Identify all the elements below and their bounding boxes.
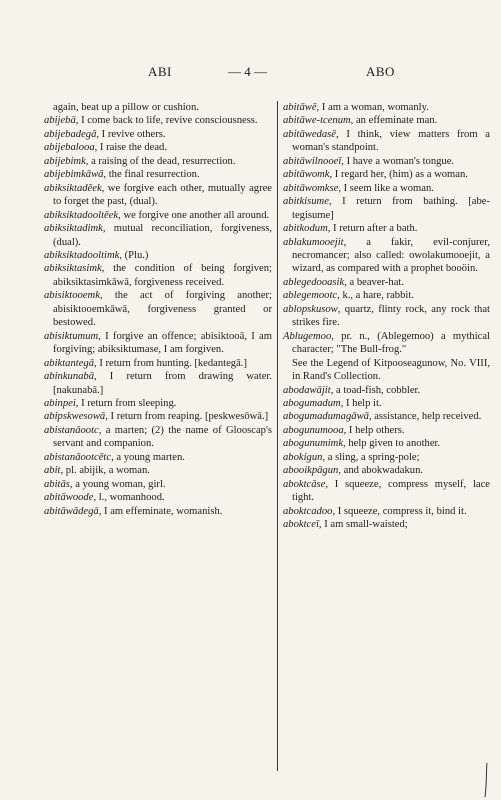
entry-definition: , an effeminate man.: [350, 115, 438, 127]
entry-headword: abitāwē: [283, 102, 317, 113]
dictionary-entry: [283, 410, 490, 423]
entry-definition: , a young marten.: [111, 451, 185, 463]
entry-headword: abitāwe-tcenum: [283, 115, 351, 127]
entry-headword: abogumadum: [283, 397, 341, 409]
entry-definition: , I have a woman's tongue.: [341, 155, 455, 167]
dictionary-entry: [44, 182, 272, 209]
entry-headword: aboktcadoo: [283, 505, 333, 517]
entry-headword: abitkisume: [283, 196, 329, 208]
entry-headword: abodawājit: [283, 384, 331, 396]
dictionary-entry: [283, 168, 490, 181]
entry-definition: , a fakir, evil-conjurer, necromancer; also called: owolakumooejit, a wizard, as compared with a prophet booöin.: [292, 236, 490, 275]
entry-headword: abitāwoode: [44, 492, 94, 504]
entry-headword: abiksiktadooltimk: [44, 249, 120, 261]
dictionary-entry: [283, 357, 490, 384]
entry-headword: abijebimk: [44, 155, 86, 167]
dictionary-entry: [283, 236, 490, 276]
page-header: [0, 64, 501, 82]
entry-definition: , I regard her, (him) as a woman.: [329, 169, 468, 181]
entry-definition: , a young woman, girl.: [69, 478, 166, 490]
entry-definition: , I come back to life, revive consciousness.: [75, 115, 258, 127]
dictionary-entry: [283, 114, 490, 127]
entry-headword: ablegemootc: [283, 290, 338, 302]
entry-definition: , I return after a bath.: [327, 223, 418, 235]
entry-definition: , the condition of being forgiven; abiksiktasimkāwā, forgiveness received.: [53, 263, 272, 288]
entry-headword: abooikpāgun: [283, 465, 339, 477]
dictionary-entry: [283, 330, 490, 357]
entry-definition: , a raising of the dead, resurrection.: [85, 155, 236, 167]
entry-definition: , I revive others.: [96, 128, 166, 140]
dictionary-entry: [44, 330, 272, 357]
entry-headword: ablakumooejit: [283, 236, 344, 248]
dictionary-entry: [44, 262, 272, 289]
entry-definition: , mutual reconciliation, forgiveness, (dual).: [53, 223, 272, 248]
dictionary-entry: [44, 289, 272, 329]
entry-headword: abijebā: [44, 115, 76, 127]
entry-headword: abokigun: [283, 451, 323, 463]
entry-headword: abogunumooa: [283, 424, 344, 436]
entry-definition: , pr. n., (Ablegemoo) a mythical character; "The Bull-frog.": [292, 330, 490, 356]
entry-definition: , I raise the dead.: [94, 142, 167, 154]
entry-definition: , I squeeze, compress it, bind it.: [332, 505, 467, 517]
entry-headword: abinpei: [44, 397, 76, 409]
dictionary-entry: [44, 370, 272, 397]
entry-definition: , and abokwadakun.: [338, 465, 424, 477]
left-column: [44, 101, 272, 518]
entry-headword: abiktantegā: [44, 357, 95, 369]
entry-headword: abitāwomk: [283, 169, 330, 181]
dictionary-entry: [283, 276, 490, 289]
entry-headword: abitāwedasē: [283, 128, 336, 140]
dictionary-entry: [283, 155, 490, 168]
entry-definition: , k., a hare, rabbit.: [337, 290, 414, 302]
entry-definition: , I help others.: [343, 424, 405, 436]
dictionary-entry: [44, 491, 272, 504]
running-head-right: ABO: [366, 64, 395, 79]
entry-definition: , I help it.: [340, 397, 382, 409]
entry-headword: abistanāootcētc: [44, 451, 112, 463]
dictionary-entry: [44, 451, 272, 464]
entry-headword: abijebimkāwā: [44, 169, 104, 181]
dictionary-entry: [44, 424, 272, 451]
entry-definition: See the Legend of Kitpooseagunow, No. VIII, in Rand's Collection.: [292, 357, 490, 383]
running-head-left: ABI: [148, 64, 172, 79]
dictionary-entry: [44, 478, 272, 491]
page-number: — 4 —: [228, 64, 267, 79]
entry-headword: abijebalooa: [44, 142, 95, 154]
dictionary-entry: [283, 101, 490, 114]
entry-headword: abiksiktadooltēek: [44, 209, 119, 221]
entry-definition: , help given to another.: [343, 438, 441, 450]
dictionary-entry: [44, 114, 272, 127]
entry-definition: , I am small-waisted;: [318, 519, 408, 531]
dictionary-entry: [44, 101, 272, 114]
entry-definition: , the act of forgiving another; abisiktooemkāwā, forgiveness granted or bestowed.: [53, 290, 272, 329]
entry-headword: abisiktumum: [44, 330, 99, 342]
entry-definition: , a beaver-hat.: [344, 276, 404, 288]
dictionary-entry: [44, 141, 272, 154]
entry-headword: abiksiktasimk: [44, 263, 102, 275]
entry-definition: , I return from reaping. [peskwesōwā.]: [105, 411, 269, 423]
entry-definition: , I return from bathing. [abe-tegisume]: [292, 196, 490, 221]
dictionary-entry: [44, 155, 272, 168]
dictionary-entry: [44, 397, 272, 410]
entry-definition: , I squeeze, compress myself, lace tight.: [292, 478, 490, 504]
entry-definition: , a sling, a spring-pole;: [322, 451, 420, 463]
dictionary-entry: [44, 464, 272, 477]
entry-definition: , I forgive an offence; abisiktooā, I am forgiving; abiksiktumase, I am forgiven.: [53, 330, 272, 356]
entry-headword: abitāwilnooeī: [283, 155, 342, 167]
entry-definition: , a marten; (2) the name of Glooscap's servant and companion.: [53, 424, 272, 450]
entry-definition: , a toad-fish, cobbler.: [330, 384, 421, 396]
entry-definition: , I return from hunting. [kedantegā.]: [94, 357, 247, 369]
entry-definition: , quartz, flinty rock, any rock that strikes fire.: [292, 303, 490, 329]
dictionary-entry: [283, 289, 490, 302]
entry-headword: abiksiktadēek: [44, 182, 102, 194]
entry-definition: again, beat up a pillow or cushion.: [53, 102, 199, 113]
dictionary-entry: [44, 410, 272, 423]
entry-definition: , I seem like a woman.: [338, 182, 434, 194]
dictionary-entry: [44, 209, 272, 222]
entry-headword: abijebadegā: [44, 128, 97, 140]
entry-definition: , (Plu.): [119, 249, 149, 261]
margin-pen-mark: [483, 762, 489, 798]
dictionary-entry: [283, 397, 490, 410]
entry-definition: , pl. abijik, a woman.: [60, 465, 150, 477]
entry-headword: ablopskusow: [283, 303, 338, 315]
dictionary-entry: [283, 424, 490, 437]
right-column: [283, 101, 490, 532]
entry-headword: abit: [44, 465, 61, 477]
entry-headword: abitās: [44, 478, 70, 490]
dictionary-entry: [283, 451, 490, 464]
entry-definition: , we forgive one another all around.: [118, 209, 270, 221]
dictionary-entry: [283, 478, 490, 505]
entry-headword: abitāwādegā: [44, 505, 99, 517]
column-divider: [277, 101, 278, 771]
dictionary-entry: [283, 518, 490, 531]
dictionary-entry: [283, 384, 490, 397]
entry-headword: abisiktooemk: [44, 290, 100, 302]
dictionary-entry: [283, 128, 490, 155]
entry-definition: , we forgive each other, mutually agree to forget the past, (dual).: [53, 182, 272, 208]
dictionary-entry: [283, 195, 490, 222]
entry-definition: , I return from drawing water. [nakunabā.]: [53, 371, 272, 396]
entry-headword: abipskwesowā: [44, 411, 106, 423]
entry-headword: abogumadumagāwā: [283, 411, 369, 423]
entry-headword: abiksiktadimk: [44, 223, 103, 235]
entry-definition: , I think, view matters from a woman's standpoint.: [292, 128, 490, 154]
entry-definition: , I am effeminate, womanish.: [98, 505, 223, 517]
entry-headword: aboktcāse: [283, 478, 326, 490]
dictionary-entry: [44, 168, 272, 181]
entry-definition: , assistance, help received.: [368, 411, 482, 423]
entry-headword: abitkodum: [283, 223, 328, 235]
entry-headword: abogunumimk: [283, 438, 344, 450]
entry-definition: , I am a woman, womanly.: [316, 102, 429, 113]
entry-headword: ablegedooasik: [283, 276, 345, 288]
dictionary-entry: [44, 222, 272, 249]
entry-headword: abitāwomkse: [283, 182, 339, 194]
dictionary-entry: [283, 303, 490, 330]
dictionary-entry: [283, 182, 490, 195]
dictionary-entry: [44, 249, 272, 262]
entry-headword: abistanāootc: [44, 424, 99, 436]
dictionary-entry: [283, 464, 490, 477]
entry-headword: Ablugemoo: [283, 330, 332, 342]
dictionary-entry: [44, 505, 272, 518]
entry-headword: aboktceī: [283, 519, 319, 531]
dictionary-entry: [283, 505, 490, 518]
entry-headword: abinkunabā: [44, 371, 95, 383]
entry-definition: , l., womanhood.: [93, 492, 165, 504]
dictionary-entry: [283, 222, 490, 235]
dictionary-entry: [44, 128, 272, 141]
dictionary-entry: [283, 437, 490, 450]
dictionary-entry: [44, 357, 272, 370]
entry-definition: , the final resurrection.: [103, 169, 200, 181]
entry-definition: , I return from sleeping.: [75, 397, 177, 409]
